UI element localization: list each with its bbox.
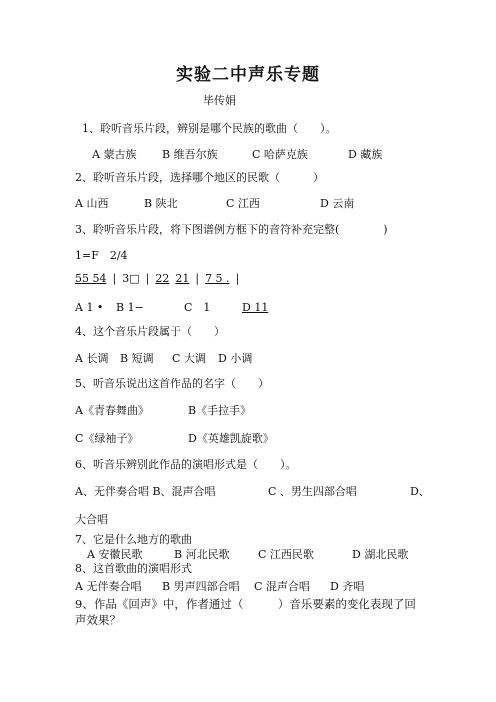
q5-option-b: B《手拉手》 (188, 404, 252, 417)
q7-option-a: A 安徽民歌 (87, 548, 143, 561)
q2-option-d: D 云南 (320, 197, 355, 210)
music-notation (75, 272, 245, 286)
q1-option-c: C 哈萨克族 (252, 148, 308, 161)
notation-group-4: 7 5 . (205, 272, 230, 285)
question-7: 7、它是什么地方的歌曲 (75, 533, 192, 546)
q6-option-d: D、 (410, 485, 430, 498)
barline: | (145, 272, 150, 285)
barline: | (112, 272, 117, 285)
q6-option-c: C 、男生四部合唱 (268, 485, 357, 498)
q5-option-d: D《英雄凯旋歌》 (188, 432, 274, 445)
q2-option-b: B 陕北 (144, 197, 178, 210)
q3-option-c: C 1 (184, 301, 211, 314)
q4-option-b: B 短调 (120, 352, 154, 365)
question-1: 1、聆听音乐片段，辨别是哪个民族的歌曲（ ）。 (82, 122, 337, 135)
music-key-signature: 1=F 2/4 (75, 249, 128, 262)
q6-option-d-continued: 大合唱 (75, 513, 108, 526)
q8-option-c: C 混声合唱 (254, 580, 310, 593)
q1-option-d: D 藏族 (348, 148, 383, 161)
document-title: 实验二中声乐专题 (176, 65, 320, 85)
author-name: 毕传娟 (203, 94, 236, 107)
notation-group-2: 22 (155, 272, 170, 285)
question-2: 2、聆听音乐片段，选择哪个地区的民歌（ ） (75, 171, 324, 184)
q5-option-c: C《绿袖子》 (75, 432, 139, 445)
barline: | (195, 272, 200, 285)
q8-option-b: B 男声四部合唱 (162, 580, 240, 593)
question-6: 6、听音乐辨别此作品的演唱形式是（ ）。 (75, 458, 297, 471)
q2-option-a: A 山西 (75, 197, 109, 210)
q5-option-a: A《青春舞曲》 (75, 404, 149, 417)
question-8: 8、这首歌曲的演唱形式 (75, 562, 192, 575)
question-9: 9、作品《回声》中，作者通过（ ）音乐要素的变化表现了回 (75, 597, 416, 611)
q6-option-ab: A、无伴奏合唱 B、混声合唱 (75, 485, 216, 498)
question-4: 4、这个音乐片段属于（ ） (75, 325, 225, 338)
notation-box: 3□ (122, 272, 140, 285)
notation-group-1: 55 54 (75, 272, 107, 285)
q7-option-d: D 湖北民歌 (352, 548, 409, 561)
q3-option-d: D 11 (242, 301, 269, 314)
q1-option-a: A 蒙古族 (92, 148, 137, 161)
q8-option-d: D 齐唱 (330, 580, 365, 593)
notation-group-3: 21 (175, 272, 190, 285)
q3-option-a: A 1 • (75, 301, 104, 314)
q4-option-d: D 小调 (218, 352, 253, 365)
q3-option-b: B 1− (116, 301, 144, 314)
q8-option-a: A 无伴奏合唱 (75, 580, 142, 593)
q7-option-c: C 江西民歌 (258, 548, 314, 561)
question-3: 3、聆听音乐片段，将下图谱例方框下的音符补充完整( ) (75, 223, 388, 236)
q4-option-c: C 大调 (172, 352, 206, 365)
q4-option-a: A 长调 (75, 352, 109, 365)
q2-option-c: C 江西 (226, 197, 260, 210)
question-9-continued: 声效果？ (75, 613, 121, 627)
q7-option-b: B 河北民歌 (174, 548, 230, 561)
question-5: 5、听音乐说出这首作品的名字（ ） (75, 377, 269, 390)
barline: | (235, 272, 240, 285)
q1-option-b: B 维吾尔族 (162, 148, 218, 161)
